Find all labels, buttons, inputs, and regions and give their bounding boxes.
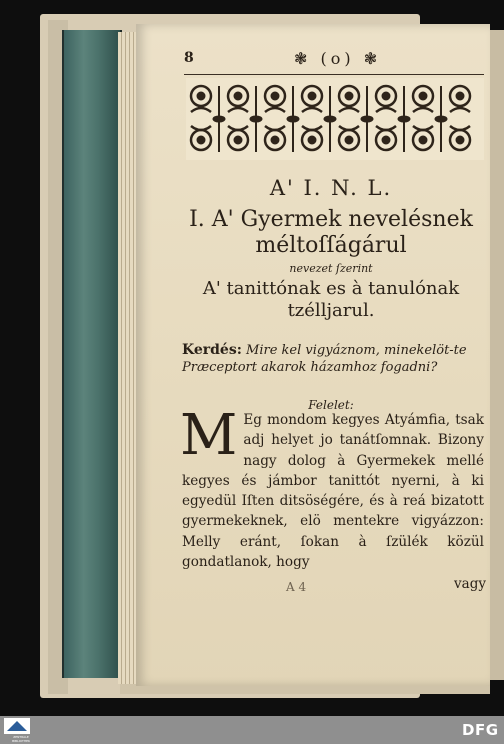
viewer-footer-bar [0, 716, 504, 744]
main-title [176, 207, 486, 259]
topic-line: tzélljarul. [287, 300, 375, 321]
chapter-title: A' I. N. L. [269, 176, 393, 200]
headpiece-ornament [186, 78, 484, 160]
book-page [136, 24, 490, 686]
question-text: Mire kel vigyáznom, minekelöt-te Præceptort akarok házamhoz fogadni? [182, 343, 467, 375]
drop-cap: M [180, 403, 238, 468]
question-paragraph [182, 342, 482, 376]
subtitle: nevezet ſzerint [289, 262, 373, 275]
catchword: vagy [454, 576, 486, 592]
page-number: 8 [184, 50, 194, 66]
header-rule [184, 74, 484, 75]
flower-ornament-icon: ❃ (o) ❃ [294, 49, 382, 68]
signature-mark: A 4 [286, 580, 307, 594]
topic-heading [176, 278, 486, 322]
running-header [184, 50, 484, 70]
book-spine [62, 30, 122, 678]
topic-line: A' tanittónak es à tanulónak [202, 278, 460, 299]
page-content [136, 24, 490, 686]
dfg-logo: DFG [462, 721, 499, 739]
main-title-line: méltoſſágárul [255, 233, 407, 258]
main-title-line: I. A' Gyermek nevelésnek [189, 207, 473, 232]
answer-label: Felelet: [308, 398, 354, 412]
library-logo-icon [4, 718, 30, 743]
page-right-edge [488, 30, 504, 680]
library-logo-text: ZENTRALE BIBLIOTHEK [12, 735, 30, 743]
answer-text: Eg mondom kegyes Atyámfia, tsak adj helyet jo tanátſomnak. Bizony nagy dolog à Gyermekek mellé kegyes és jámbor tanittót nyerni, à ki egyedül Iſten ditsöségére, és à reá bizatott gyermekeknek, elö mentekre vigyázzon: Melly eránt, ſokan à ſzülék közül gondatlanok, hogy [182, 412, 484, 571]
question-label: Kerdés: [182, 342, 242, 358]
